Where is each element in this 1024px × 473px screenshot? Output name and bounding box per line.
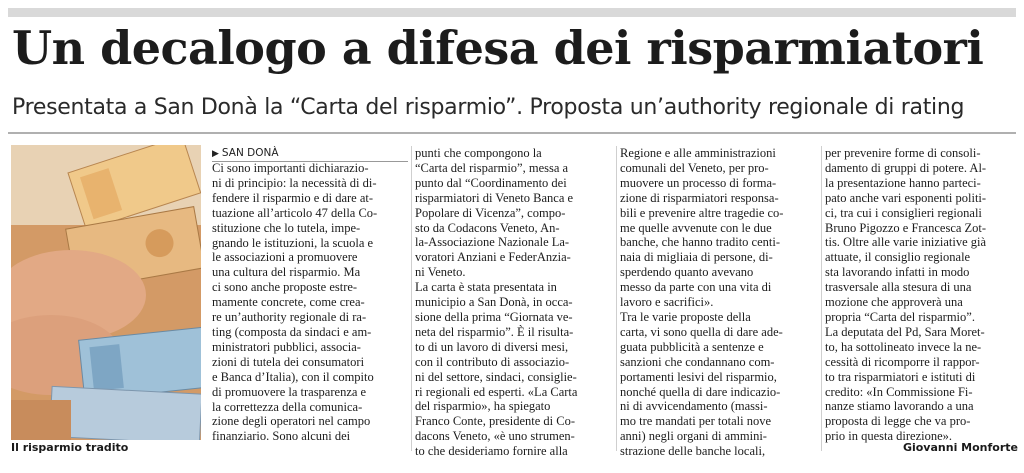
- subtitle: Presentata a San Donà la “Carta del risparmio”. Proposta un’authority regionale di rating: [12, 95, 965, 120]
- body-column-4: per prevenire forme di consoli- damento di gruppi di potere. Al- la presentazione hanno parteci- pato anche vari esponenti politi- ci, tra cui i consiglieri regionali Bruno Pigozzo e Francesca Zot- tis. Oltre alle varie iniziative già attuate, il consiglio regionale sta lavorando infatti in modo trasversale alla stesura di una mozione che approverà una propria “Carta del risparmio”. La deputata del Pd, Sara Moret- to, ha sottolineato invece la ne- cessità di ricomporre il rappor- to tra risparmiatori e istituti di credito: «In Commissione Fi- nanze stiamo lavorando a una proposta di legge che va pro- prio in questa direzione».: [825, 146, 987, 444]
- headline: Un decalogo a difesa dei risparmiatori: [12, 21, 984, 75]
- body-column-1: Ci sono importanti dichiarazio- ni di principio: la necessità di di- fendere il risparmio e di dare at- tuazione all’articolo 47 della Co- stituzione che lo tutela, impe- gnando le istituzioni, la scuola e le associazioni a promuovere una cultura del risparmio. Ma ci sono anche proposte estre- mamente concrete, come crea- re un’authority regionale di ra- ting (composta da sindaci e am- ministratori pubblici, associa- zioni di tutela dei consumatori e Banca d’Italia), con il compito di promuovere la trasparenza e la correttezza della comunica- zione degli operatori nel campo finanziario. Sono alcuni dei: [212, 161, 378, 444]
- banknotes-illustration: [11, 145, 201, 440]
- location-kicker: [212, 146, 408, 162]
- banknotes-photo: [11, 145, 201, 440]
- top-decorative-bar: [8, 8, 1016, 17]
- column-separator: [616, 146, 617, 451]
- author-byline: Giovanni Monforte: [902, 441, 1018, 454]
- column-separator: [821, 146, 822, 451]
- photo-caption: Il risparmio tradito: [11, 441, 129, 454]
- body-column-2: punti che compongono la “Carta del risparmio”, messa a punto dal “Coordinamento dei risparmiatori di Veneto Banca e Popolare di Vicenza”, compo- sto da Codacons Veneto, An- la-Associazione Nazionale La- voratori Anziani e FederAnzia- ni Veneto. La carta è stata presentata in municipio a San Donà, in occa- sione della prima “Giornata ve- neta del risparmio”. È il risulta- to di un lavoro di diversi mesi, con il contributo di associazio- ni del settore, sindaci, consiglie- ri regionali ed esperti. «La Carta del risparmio», ha spiegato Franco Conte, presidente di Co- dacons Veneto, «è uno strumen- to che desideriamo fornire alla: [415, 146, 578, 459]
- column-separator: [411, 146, 412, 451]
- body-column-3: Regione e alle amministrazioni comunali del Veneto, per pro- muovere un processo di forma- zione di risparmiatori responsa- bili e prevenire altre tragedie co- me quelle avvenute con le due banche, che hanno tradito centi- naia di migliaia di persone, di- sperdendo quanto avevano messo da parte con una vita di lavoro e sacrifici». Tra le varie proposte della carta, vi sono quella di dare ade- guata pubblicità a sentenze e sanzioni che condannano com- portamenti lesivi del risparmio, nonché quella di dare indicazio- ni di avvicendamento (massi- mo tre mandati per totali nove anni) negli organi di ammini- strazione delle banche locali,: [620, 146, 784, 459]
- header-divider: [8, 132, 1016, 134]
- kicker-label: SAN DONÀ: [221, 147, 279, 159]
- triangle-icon: ▶: [212, 149, 219, 159]
